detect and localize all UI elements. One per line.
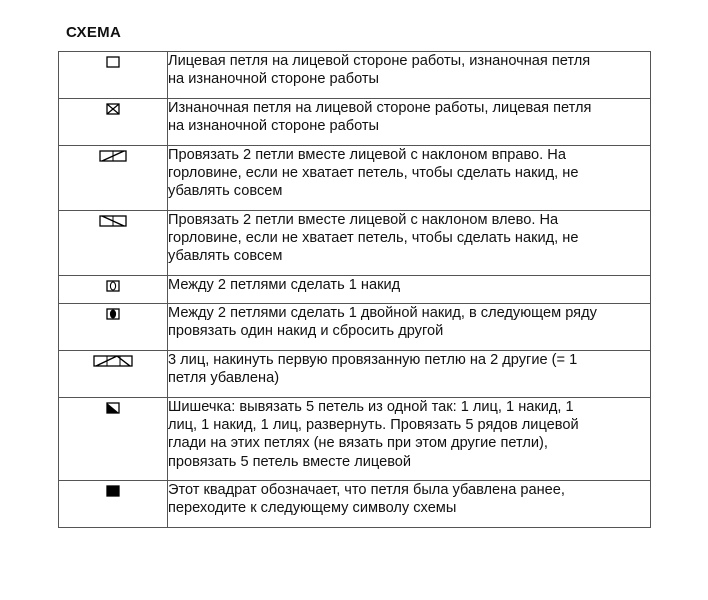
legend-description: Шишечка: вывязать 5 петель из одной так: 1 лиц, 1 накид, 1 лиц, 1 накид, 1 лиц, развернуть. Провязать 5 рядов лицевой глади на этих петлях (не вязать при этом другие петли), провязать 5 петель вместе лицевой xyxy=(168,398,651,481)
yarn-over-icon xyxy=(106,280,120,292)
symbol-cell xyxy=(59,211,168,276)
empty-square-icon xyxy=(106,56,120,68)
legend-description: Лицевая петля на лицевой стороне работы, изнаночная петля на изнаночной стороне работы xyxy=(168,52,651,99)
symbol-cell xyxy=(59,52,168,99)
right-slant-decrease-icon xyxy=(99,150,127,162)
three-stitch-pass-over-icon xyxy=(93,355,133,367)
legend-row xyxy=(59,52,651,99)
symbol-cell xyxy=(59,398,168,481)
legend-row xyxy=(59,481,651,528)
symbol-cell xyxy=(59,351,168,398)
left-slant-decrease-icon xyxy=(99,215,127,227)
legend-row xyxy=(59,99,651,146)
symbol-legend-table xyxy=(58,51,651,528)
legend-description: Изнаночная петля на лицевой стороне работы, лицевая петля на изнаночной стороне работы xyxy=(168,99,651,146)
legend-row xyxy=(59,211,651,276)
legend-description: Провязать 2 петли вместе лицевой с наклоном вправо. На горловине, если не хватает петель, чтобы сделать накид, не убавлять совсем xyxy=(168,146,651,211)
double-yarn-over-icon xyxy=(106,308,120,320)
symbol-cell xyxy=(59,276,168,304)
legend-description: 3 лиц, накинуть первую провязанную петлю на 2 другие (= 1 петля убавлена) xyxy=(168,351,651,398)
crossed-square-icon xyxy=(106,103,120,115)
legend-row xyxy=(59,351,651,398)
legend-row xyxy=(59,146,651,211)
legend-row xyxy=(59,398,651,481)
legend-row xyxy=(59,276,651,304)
legend-description: Этот квадрат обозначает, что петля была убавлена ранее, переходите к следующему символу схемы xyxy=(168,481,651,528)
legend-description: Между 2 петлями сделать 1 двойной накид, в следующем ряду провязать один накид и сбросить другой xyxy=(168,304,651,351)
legend-description: Между 2 петлями сделать 1 накид xyxy=(168,276,651,304)
bobble-icon xyxy=(106,402,120,414)
symbol-cell xyxy=(59,146,168,211)
legend-description: Провязать 2 петли вместе лицевой с наклоном влево. На горловине, если не хватает петель, чтобы сделать накид, не убавлять совсем xyxy=(168,211,651,276)
filled-square-icon xyxy=(106,485,120,497)
symbol-cell xyxy=(59,99,168,146)
symbol-cell xyxy=(59,304,168,351)
legend-row xyxy=(59,304,651,351)
page-title: СХЕМА xyxy=(66,24,122,41)
symbol-cell xyxy=(59,481,168,528)
